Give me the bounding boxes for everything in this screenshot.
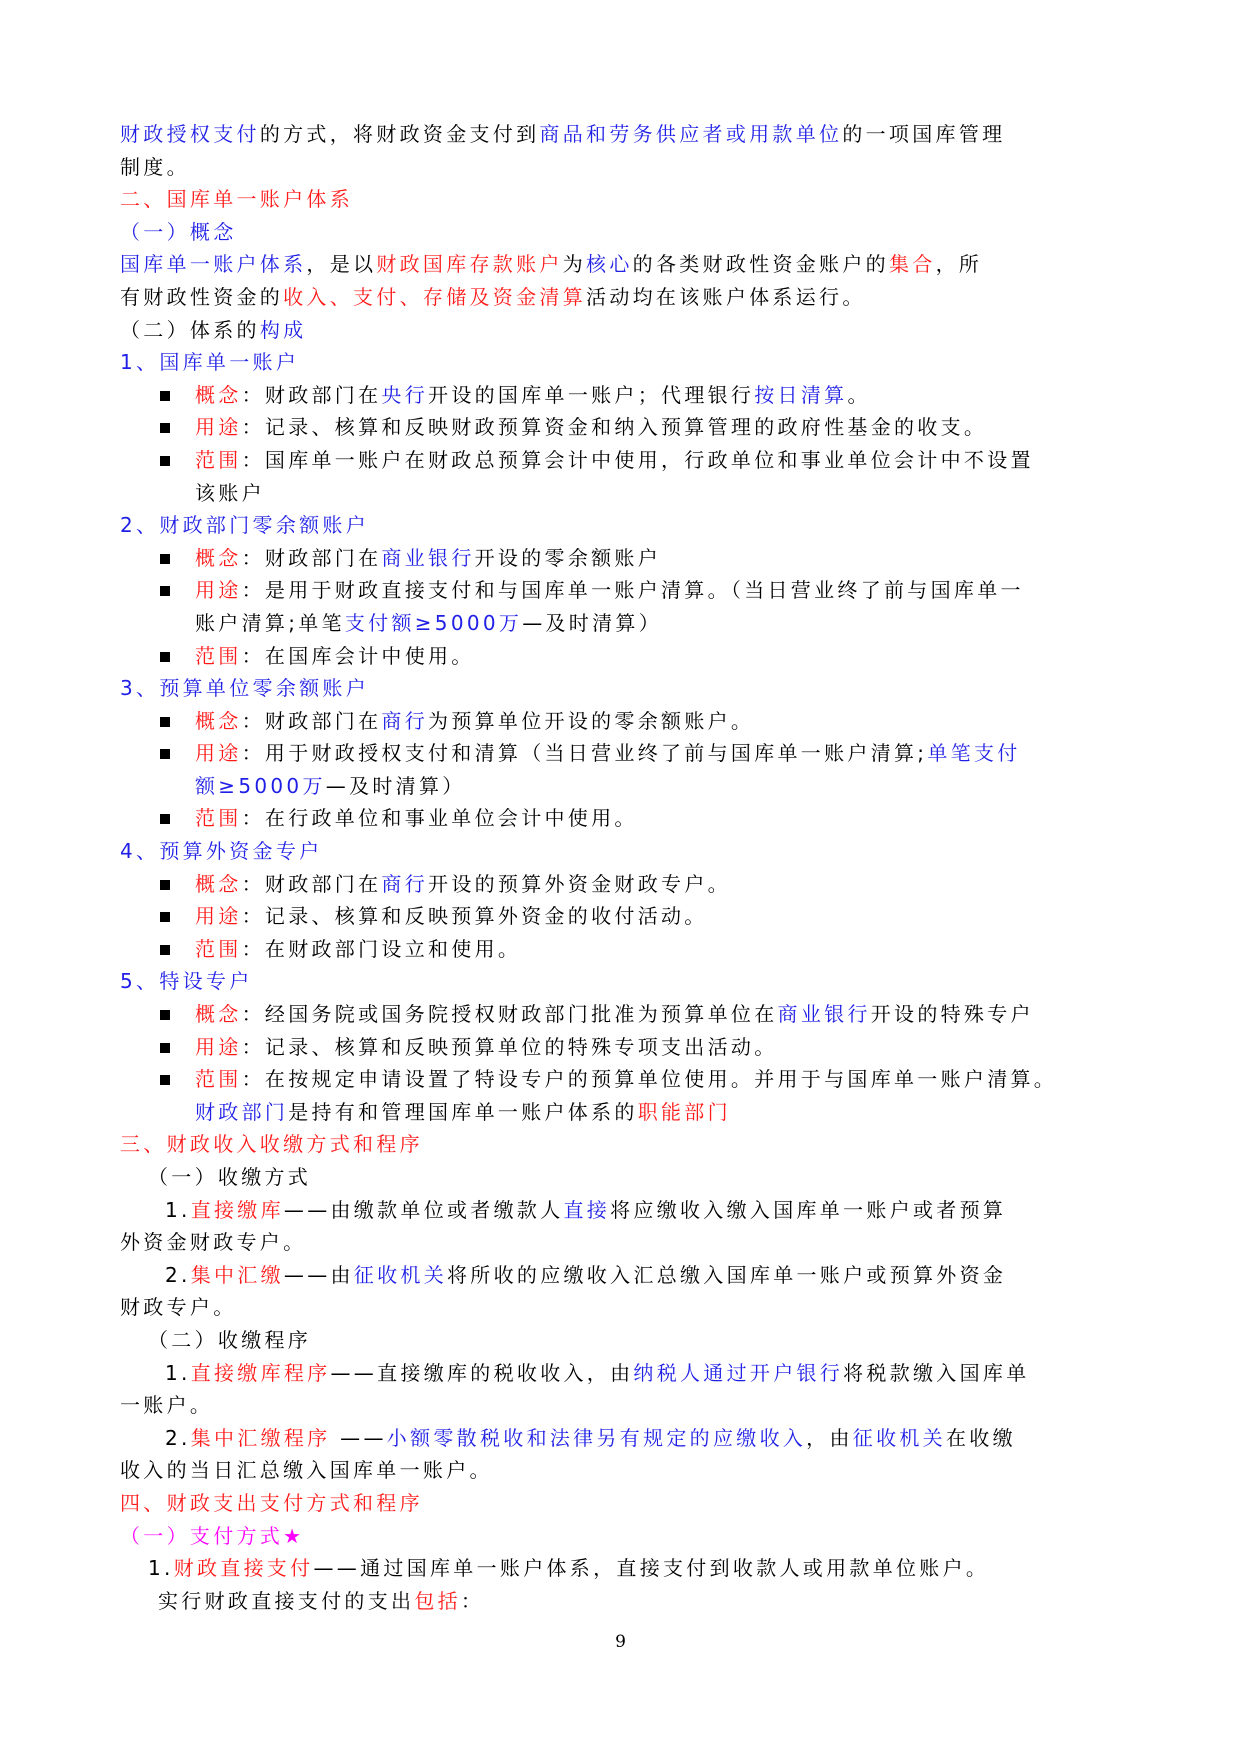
text-run: 按日清算 <box>754 382 848 407</box>
text-run: ：用于财政授权支付和清算（当日营业终了前与国库单一账户清算; <box>241 741 928 766</box>
text-run: 直接缴库 <box>190 1197 284 1222</box>
bullet-continuation <box>120 770 1130 803</box>
bullet-square-icon <box>160 1075 170 1085</box>
text-run: 有财政性资金的 <box>120 284 284 309</box>
text-run: 收入的当日汇总缴入国库单一账户。 <box>120 1458 493 1483</box>
text-run: ：财政部门在 <box>241 382 382 407</box>
item-heading <box>120 835 1130 868</box>
text-run: 央行 <box>381 382 429 407</box>
text-run: 将应缴收入缴入国库单一账户或者预算 <box>610 1197 1007 1222</box>
bullet-square-icon <box>160 1043 170 1053</box>
text-run: 概念 <box>195 382 242 407</box>
text-run: —及时清算） <box>325 773 466 798</box>
bullet-continuation <box>120 607 1130 640</box>
section-heading <box>120 1487 1130 1520</box>
text-run: 纳税人通过开户银行 <box>633 1360 844 1385</box>
bullet-square-icon <box>160 456 170 466</box>
text-run: 开设的国库单一账户；代理银行 <box>428 382 755 407</box>
text-run: （一）概念 <box>120 219 237 244</box>
text-run: ：财政部门在 <box>241 708 382 733</box>
text-run: 范围 <box>195 806 242 831</box>
text-run: 将所收的应缴收入汇总缴入国库单一账户或预算外资金 <box>447 1262 1007 1287</box>
bullet-item <box>120 705 1130 738</box>
text-run: 。 <box>847 382 871 407</box>
bullet-square-icon <box>160 880 170 890</box>
text-run: ：在财政部门设立和使用。 <box>241 936 522 961</box>
text-run: 概念 <box>195 545 242 570</box>
text-run: 外资金财政专户。 <box>120 1230 307 1255</box>
text-run: （一）收缴方式 <box>148 1165 312 1189</box>
text-run: 用途 <box>195 415 242 440</box>
text-run: —— <box>330 1425 387 1450</box>
bullet-item <box>120 444 1130 477</box>
text-run: 的方式，将财政资金支付到 <box>259 122 540 146</box>
text-run: 账户清算;单笔 <box>195 610 345 635</box>
text-run: 1. <box>165 1197 191 1222</box>
text-run: 4、预算外资金专户 <box>120 839 323 864</box>
subsection-heading <box>120 1324 1130 1357</box>
item-heading <box>120 509 1130 542</box>
text-run: ——直接缴库的税收收入，由 <box>330 1360 634 1385</box>
bullet-square-icon <box>160 423 170 433</box>
document-page <box>120 118 1130 1617</box>
text-line <box>120 281 1130 314</box>
bullet-square-icon <box>160 652 170 662</box>
text-line <box>120 1357 1130 1390</box>
text-run: ：在国库会计中使用。 <box>241 643 475 668</box>
text-run: 制度。 <box>120 154 190 179</box>
text-run: 1. <box>148 1556 174 1581</box>
text-run: 商行 <box>381 871 429 896</box>
text-run: 财政专户。 <box>120 1295 237 1320</box>
text-line <box>120 151 1130 184</box>
subsection-heading <box>120 314 1130 347</box>
text-line <box>120 1389 1130 1422</box>
text-run: 3、预算单位零余额账户 <box>120 676 370 701</box>
text-run: 2. <box>165 1425 191 1450</box>
text-run: 征收机关 <box>852 1425 946 1450</box>
text-run: 开设的预算外资金财政专户。 <box>428 871 731 896</box>
text-run: 为预算单位开设的零余额账户。 <box>428 708 755 733</box>
text-run: 范围 <box>195 936 242 961</box>
subsection-heading <box>120 1520 1130 1553</box>
text-run: 一账户。 <box>120 1393 214 1418</box>
bullet-square-icon <box>160 717 170 727</box>
text-run: 商业银行 <box>777 1002 871 1027</box>
bullet-square-icon <box>160 912 170 922</box>
text-run: 的一项国库管理 <box>842 122 1006 146</box>
bullet-square-icon <box>160 814 170 824</box>
subsection-heading <box>120 1161 1130 1194</box>
bullet-square-icon <box>160 391 170 401</box>
bullet-item <box>120 737 1130 770</box>
text-line <box>120 1259 1130 1292</box>
text-run: ：是用于财政直接支付和与国库单一账户清算。（当日营业终了前与国库单一 <box>241 578 1024 603</box>
text-run: ：经国务院或国务院授权财政部门批准为预算单位在 <box>241 1002 778 1027</box>
section-heading <box>120 1128 1130 1161</box>
text-run: 财政国库存款账户 <box>376 252 563 277</box>
text-run: ：记录、核算和反映预算外资金的收付活动。 <box>241 904 708 929</box>
text-run: ：记录、核算和反映预算单位的特殊专项支出活动。 <box>241 1034 778 1059</box>
bullet-item <box>120 542 1130 575</box>
text-run: 1、国库单一账户 <box>120 350 300 375</box>
text-run: 财政直接支付 <box>173 1556 314 1581</box>
bullet-item <box>120 1063 1130 1096</box>
text-run: 概念 <box>195 871 242 896</box>
text-run: 直接 <box>563 1197 611 1222</box>
bullet-item <box>120 640 1130 673</box>
text-run: 范围 <box>195 643 242 668</box>
bullet-continuation <box>120 477 1130 510</box>
text-line <box>120 1291 1130 1324</box>
bullet-item <box>120 998 1130 1031</box>
text-line <box>120 1585 1130 1618</box>
text-run: 单笔支付 <box>927 741 1021 766</box>
text-line <box>120 1226 1130 1259</box>
page-number: 9 <box>615 1632 626 1652</box>
text-line <box>120 248 1130 281</box>
text-run: 包括 <box>414 1588 461 1613</box>
text-run: 将税款缴入国库单 <box>843 1360 1030 1385</box>
bullet-square-icon <box>160 586 170 596</box>
text-run: 商行 <box>381 708 429 733</box>
text-run: 四、财政支出支付方式和程序 <box>120 1490 423 1515</box>
text-line <box>120 1422 1130 1455</box>
text-run: （二）收缴程序 <box>148 1327 312 1352</box>
text-run: 构成 <box>259 317 307 342</box>
text-run: 额≥5000万 <box>195 773 326 798</box>
text-run: 用途 <box>195 904 242 929</box>
bullet-square-icon <box>160 554 170 564</box>
text-run: 二、国库单一账户体系 <box>120 187 353 212</box>
text-run: 支付额≥5000万 <box>344 610 523 635</box>
item-heading <box>120 672 1130 705</box>
text-run: ，是以 <box>306 252 377 277</box>
text-run: 用途 <box>195 1034 242 1059</box>
text-run: ： <box>460 1588 485 1613</box>
text-run: （一）支付方式★ <box>120 1523 305 1548</box>
text-run: 用途 <box>195 578 242 603</box>
text-run: 用途 <box>195 741 242 766</box>
text-run: 开设的特殊专户 <box>870 1002 1034 1027</box>
bullet-item <box>120 802 1130 835</box>
text-run: ——由 <box>283 1262 354 1287</box>
bullet-item <box>120 411 1130 444</box>
text-line <box>120 1194 1130 1227</box>
bullet-square-icon <box>160 945 170 955</box>
text-run: ，所 <box>935 252 983 277</box>
text-run: 该账户 <box>195 480 265 505</box>
text-run: 2、财政部门零余额账户 <box>120 513 370 538</box>
text-run: ：在行政单位和事业单位会计中使用。 <box>241 806 638 831</box>
section-heading <box>120 183 1130 216</box>
text-run: 集中汇缴 <box>190 1262 284 1287</box>
text-run: ——通过国库单一账户体系，直接支付到收款人或用款单位账户。 <box>313 1556 990 1581</box>
text-run: 商业银行 <box>381 545 475 570</box>
text-run: ——由缴款单位或者缴款人 <box>283 1197 564 1222</box>
text-run: —及时清算） <box>522 610 663 635</box>
text-line <box>120 118 1130 151</box>
text-run: ，由 <box>806 1425 853 1450</box>
text-line <box>120 1454 1130 1487</box>
text-run: 概念 <box>195 708 242 733</box>
text-run: 实行财政直接支付的支出 <box>158 1588 415 1613</box>
text-run: 为 <box>562 252 587 277</box>
text-run: 三、财政收入收缴方式和程序 <box>120 1132 423 1157</box>
bullet-item <box>120 900 1130 933</box>
text-run: 国库单一账户体系 <box>120 252 307 277</box>
text-run: 财政授权支付 <box>120 122 260 146</box>
text-run: 的各类财政性资金账户的 <box>632 252 889 277</box>
bullet-item <box>120 868 1130 901</box>
text-run: 是持有和管理国库单一账户体系的 <box>288 1099 638 1124</box>
text-run: 2. <box>165 1262 191 1287</box>
subsection-heading <box>120 216 1130 249</box>
text-run: ：财政部门在 <box>241 871 382 896</box>
text-run: 在收缴 <box>945 1425 1016 1450</box>
text-run: ：国库单一账户在财政总预算会计中使用，行政单位和事业单位会计中不设置 <box>241 447 1034 472</box>
bullet-square-icon <box>160 749 170 759</box>
text-run: 范围 <box>195 447 242 472</box>
text-run: 开设的零余额账户 <box>474 545 662 570</box>
text-run: 职能部门 <box>637 1099 731 1124</box>
bullet-item <box>120 574 1130 607</box>
bullet-item <box>120 379 1130 412</box>
bullet-item <box>120 1031 1130 1064</box>
text-run: 商品和劳务供应者或用款单位 <box>539 122 843 146</box>
text-run: 核心 <box>586 252 633 277</box>
bullet-item <box>120 933 1130 966</box>
text-run: （二）体系的 <box>120 317 260 342</box>
text-run: 直接缴库程序 <box>190 1360 331 1385</box>
text-run: ：财政部门在 <box>241 545 382 570</box>
text-run: 范围 <box>195 1067 242 1092</box>
text-run: 小额零散税收和法律另有规定的应缴收入 <box>386 1425 807 1450</box>
text-run: ：记录、核算和反映财政预算资金和纳入预算管理的政府性基金的收支。 <box>241 415 988 440</box>
text-run: 收入、支付、存储及资金清算 <box>283 284 587 309</box>
text-run: 1. <box>165 1360 191 1385</box>
text-run: 征收机关 <box>353 1262 447 1287</box>
text-line <box>120 1552 1130 1585</box>
text-run: 活动均在该账户体系运行。 <box>586 284 866 309</box>
item-heading <box>120 965 1130 998</box>
text-run: 财政部门 <box>195 1099 289 1124</box>
text-run: 5、特设专户 <box>120 969 253 994</box>
text-run: 集合 <box>888 252 936 277</box>
bullet-square-icon <box>160 1010 170 1020</box>
bullet-continuation <box>120 1096 1130 1129</box>
item-heading <box>120 346 1130 379</box>
text-run: 概念 <box>195 1002 242 1027</box>
text-run: ：在按规定申请设置了特设专户的预算单位使用。并用于与国库单一账户清算。 <box>241 1067 1058 1092</box>
text-run: 集中汇缴程序 <box>190 1425 331 1450</box>
